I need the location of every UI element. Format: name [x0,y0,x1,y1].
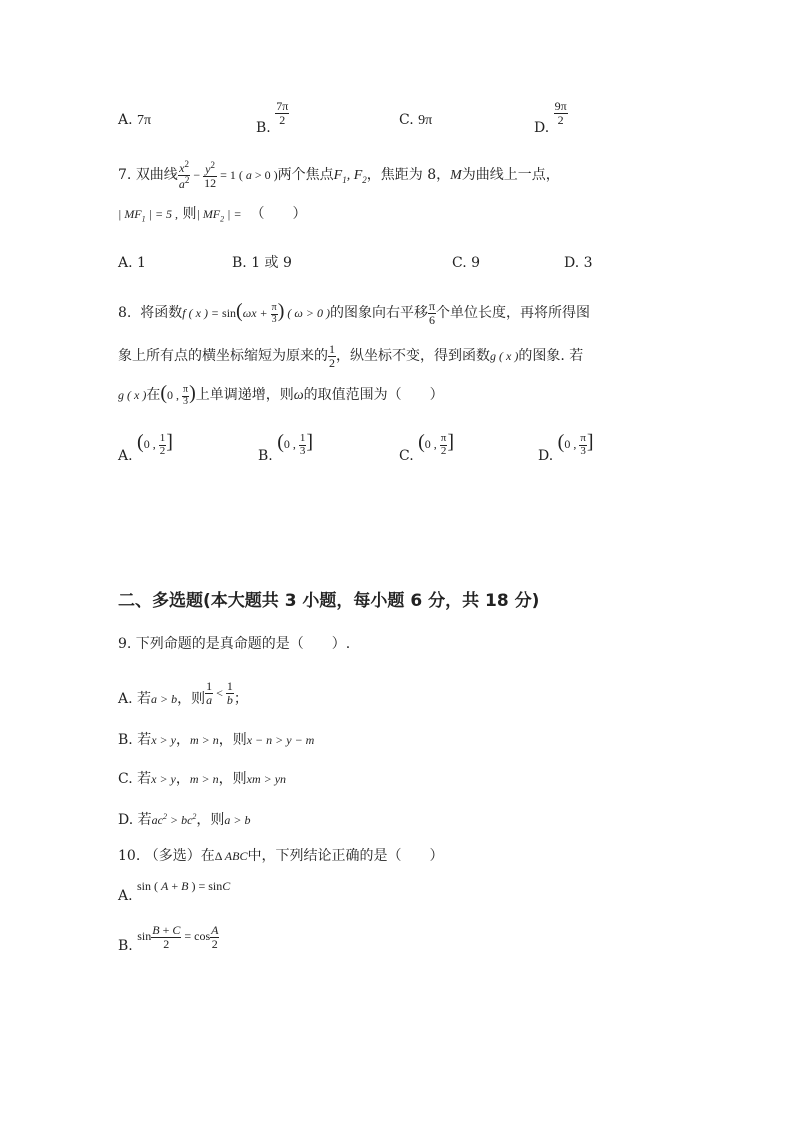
q9-option-a: A. 若a > b，则 $\frac{1}{a}$ < $\frac{1}{b}$ ； [118,679,248,708]
q8-option-b: B. (0 , $\frac{1}{3}$ ] [258,431,314,464]
q8-option-a: A. (0 , $\frac{1}{2}$ ] [118,431,173,464]
q7-stem-line1: 7. 双曲线 $\frac{x^2}{a^2}$ − $\frac{y^2}{12}$ = 1 ( a > 0 )两个焦点$F_1$, $F_2$，焦距为 8，M为曲线上一点， [118,159,560,191]
q8-stem-line2: 象上所有点的横坐标缩短为原来的 $\frac{1}{2}$ ，纵坐标不变，得到函数g ( x )的图象. 若 [118,342,584,370]
q7-hyperbola-term2: $\frac{y^2}{12}$ [204,160,217,190]
q8-stem-line1: 8. 将函数f ( x ) = sin(ωx + $\frac{\pi}{3}$ ) ( ω > 0 )的图象向右平移 $\frac{\pi}{6}$ 个单位长度，再将所得图 [118,299,591,327]
q6-option-c: C. 9π [399,112,433,128]
q9-stem: 9. 下列命题的是真命题的是（ ）. [118,636,351,652]
q7-stem-line2: | $MF_1$ | = 5 , 则| $MF_2$ | = （ ） [118,206,307,224]
q8-option-d: D. (0 , $\frac{\pi}{3}$ ] [538,431,594,464]
q7-option-a: A. 1 [118,255,146,271]
section2-heading: 二、多选题(本大题共 3 小题，每小题 6 分，共 18 分) [118,591,540,611]
q7-option-c: C. 9 [452,255,481,271]
q7-option-d: D. 3 [564,255,593,271]
q9-option-c: C. 若x > y，m > n，则xm > yn [118,771,287,787]
q10-option-a: A. sin ( A + B ) = sinC [118,879,231,904]
q6-option-b: B. $\frac{7\pi}{2}$ [256,99,289,137]
q10-stem: 10. （多选）在Δ ABC中，下列结论正确的是（ ） [118,848,444,864]
q8-stem-line3: g ( x )在(0 , $\frac{\pi}{3}$ )上单调递增，则ω的取值范围为（ ） [118,382,444,407]
q6-option-d: D. $\frac{9\pi}{2}$ [534,99,567,137]
q8-option-c: C. (0 , $\frac{\pi}{2}$ ] [399,431,455,464]
q7-hyperbola-term1: $\frac{x^2}{a^2}$ [178,159,190,191]
q9-option-d: D. 若$ac^2 > bc^2$，则a > b [118,812,251,828]
q7-option-b: B. 1 或 9 [232,255,292,271]
q9-option-b: B. 若x > y，m > n，则x − n > y − m [118,732,315,748]
q10-option-b: B. sin $\frac{B + C}{2}$ = cos $\frac{A}{2}$ [118,923,219,954]
q6-option-a: A. 7π [118,112,152,128]
